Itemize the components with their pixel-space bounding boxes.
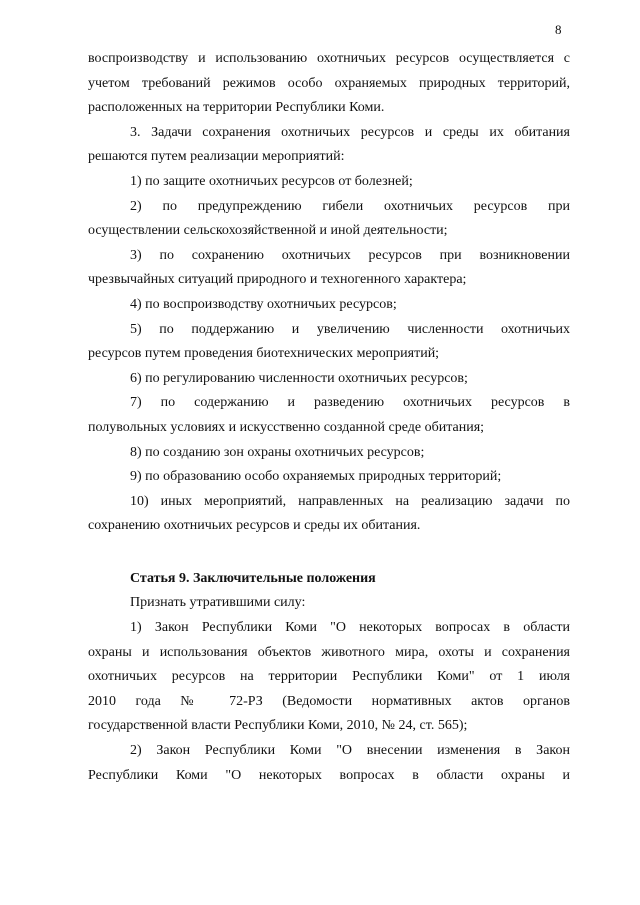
list-item-continuation: ресурсов путем проведения биотехнических мероприятий; [88, 346, 440, 362]
list-item: 1) по защите охотничьих ресурсов от болезней; [130, 173, 413, 189]
law-1-paragraph [88, 616, 570, 739]
text-line: решаются путем реализации мероприятий: [88, 149, 345, 165]
text-line: расположенных на территории Республики Коми. [88, 100, 385, 116]
text-line: государственной власти Республики Коми, 2010, № 24, ст. 565); [88, 718, 468, 734]
text-line: воспроизводству и использованию охотничьих ресурсов осуществляется с [88, 51, 570, 66]
text-line: 3. Задачи сохранения охотничьих ресурсов и среды их обитания [130, 124, 570, 140]
page-number: 8 [555, 22, 562, 37]
list-item-continuation: чрезвычайных ситуаций природного и техногенного характера; [88, 272, 467, 288]
list-item: 2) по предупреждению гибели охотничьих ресурсов при [130, 198, 570, 214]
list-item: 9) по образованию особо охраняемых природных территорий; [130, 469, 502, 485]
list-item: 4) по воспроизводству охотничьих ресурсов; [130, 296, 397, 312]
text-line: 1) Закон Республики Коми "О некоторых вопросах в области [130, 620, 570, 636]
article-heading: Статья 9. Заключительные положения [130, 570, 376, 586]
text-line: охотничьих ресурсов на территории Республики Коми" от 1 июля [88, 669, 570, 685]
list-item: 10) иных мероприятий, направленных на реализацию задачи по [130, 493, 570, 509]
list-item-continuation: сохранению охотничьих ресурсов и среды их обитания. [88, 518, 421, 534]
list-item: 6) по регулированию численности охотничьих ресурсов; [130, 370, 468, 386]
text-line: Республики Коми "О некоторых вопросах в области охраны и [88, 767, 570, 783]
repeal-intro: Признать утратившими силу: [130, 595, 306, 611]
list-item: 3) по сохранению охотничьих ресурсов при возникновении [130, 247, 570, 263]
list-item: 7) по содержанию и разведению охотничьих ресурсов в [130, 395, 570, 411]
intro-paragraph [88, 47, 570, 121]
item-3-paragraph [88, 121, 570, 170]
text-line: 2) Закон Республики Коми "О внесении изменения в Закон [130, 743, 570, 759]
text-line: охраны и использования объектов животного мира, охоты и сохранения [88, 644, 570, 660]
text-line: 2010 года № 72-РЗ (Ведомости нормативных актов органов [88, 693, 570, 709]
list-item-continuation: полувольных условиях и искусственно созданной среде обитания; [88, 419, 485, 435]
text-line: учетом требований режимов особо охраняемых природных территорий, [88, 75, 570, 91]
list-item: 5) по поддержанию и увеличению численности охотничьих [130, 321, 570, 337]
measures-list [88, 170, 570, 539]
document-body [88, 47, 570, 788]
list-item: 8) по созданию зон охраны охотничьих ресурсов; [130, 444, 425, 460]
law-2-paragraph [88, 739, 570, 788]
list-item-continuation: осуществлении сельскохозяйственной и иной деятельности; [88, 223, 448, 239]
